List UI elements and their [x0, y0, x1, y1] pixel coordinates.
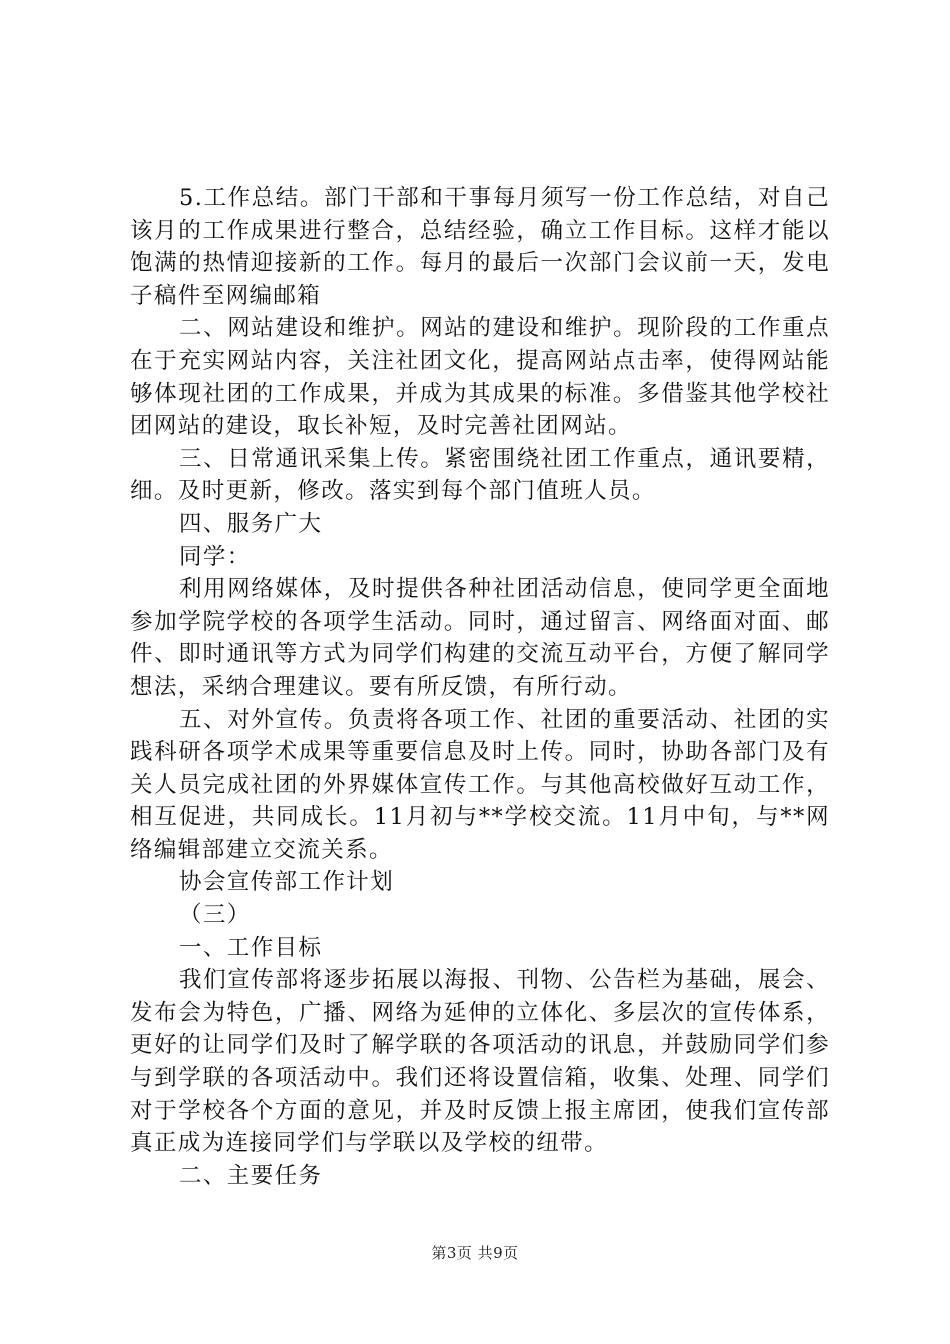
paragraph-network-media: 利用网络媒体，及时提供各种社团活动信息，使同学更全面地参加学院学校的各项学生活动。同时，通过留言、网络面对面、邮件、即时通讯等方式为同学们构建的交流互动平台，方便了解同学想法，采纳合理建议。要有所反馈，有所行动。 — [130, 576, 830, 700]
paragraph-service-heading: 四、服务广大 — [179, 510, 323, 537]
section-number: （三） — [179, 902, 251, 929]
document-body — [130, 182, 830, 1192]
paragraph-news-upload: 三、日常通讯采集上传。紧密围绕社团工作重点，通讯要精，细。及时更新，修改。落实到每个部门值班人员。 — [130, 445, 830, 505]
section-title-plan: 协会宣传部工作计划 — [179, 869, 395, 896]
page-footer: 第3页 共9页 — [431, 1244, 519, 1262]
paragraph-goal-description: 我们宣传部将逐步拓展以海报、刊物、公告栏为基础，展会、发布会为特色，广播、网络为延伸的立体化、多层次的宣传体系，更好的让同学们及时了解学联的各项活动的讯息，并鼓励同学们参与到学联的各项活动中。我们还将设置信箱，收集、处理、同学们对于学校各个方面的意见，并及时反馈上报主席团，使我们宣传部真正成为连接同学们与学联以及学校的纽带。 — [130, 967, 830, 1157]
paragraph-external-publicity: 五、对外宣传。负责将各项工作、社团的重要活动、社团的实践科研各项学术成果等重要信息及时上传。同时，协助各部门及有关人员完成社团的外界媒体宣传工作。与其他高校做好互动工作，相互促进，共同成长。11月初与**学校交流。11月中旬，与**网络编辑部建立交流关系。 — [130, 706, 830, 863]
paragraph-students-heading: 同学： — [179, 543, 251, 570]
paragraph-work-summary: 5.工作总结。部门干部和干事每月须写一份工作总结，对自己该月的工作成果进行整合，总结经验，确立工作目标。这样才能以饱满的热情迎接新的工作。每月的最后一次部门会议前一天，发电子稿件至网编邮箱 — [130, 185, 830, 309]
heading-work-goal: 一、工作目标 — [179, 934, 323, 961]
paragraph-website-maintenance: 二、网站建设和维护。网站的建设和维护。现阶段的工作重点在于充实网站内容，关注社团文化，提高网站点击率，使得网站能够体现社团的工作成果，并成为其成果的标准。多借鉴其他学校社团网站的建设，取长补短，及时完善社团网站。 — [130, 315, 830, 440]
heading-main-tasks: 二、主要任务 — [179, 1162, 323, 1189]
